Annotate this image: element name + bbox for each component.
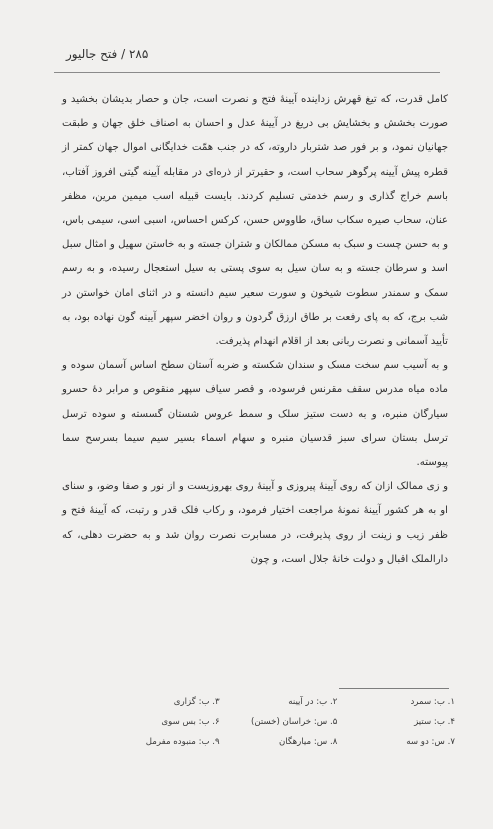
footnote-divider [339, 688, 449, 689]
running-header: ۲۸۵ / فتح جالیور [66, 47, 149, 61]
footnote-item: ۷. س: دو سه [406, 737, 455, 747]
footnote-item: ۵. س: خراسان (خستن) [251, 717, 338, 727]
footnote-item: ۹. ب: منبوده مفرمل [145, 737, 220, 747]
footnote-item: ۳. ب: گزاری [173, 697, 220, 707]
footnote-item: ۱. ب: سمرد [410, 697, 455, 707]
header-divider [54, 72, 440, 73]
footnote-item: ۴. ب: ستیز [414, 717, 455, 727]
footnotes [112, 696, 455, 748]
main-text [62, 88, 448, 572]
footnote-item: ۸. س: میارهگان [278, 737, 338, 747]
paragraph: و به آسیب سم سخت مسک و سندان شکسته و ضربه آستان سطح اساس آسمان سوده و ماده میاه مدرس سقف مقرنس فرسوده، و قصر سیاف سپهر منقوص و مرابر دهٔ حسرو سیارگان منبره، و به دست ستیز سلک و سمط عروس شستان گسسته و سوده ترسل ترسل بستان سرای سبز قدسیان منبره و سهام اسماء بسیر سیم سیما بسرسح سما پیوسته. [62, 360, 448, 469]
footnote-item: ۲. ب: در آیینه [288, 697, 338, 707]
footnote-item: ۶. ب: بس سوی [161, 717, 220, 727]
paragraph: کامل قدرت، که تیغ قهرش زداینده آیینهٔ فتح و نصرت است، جان و حصار بدیشان بخشید و صورت بخشش و بخشایش بی دریغ در آیینهٔ عدل و احسان به اصناف خلق جهان و طبقت جهانیان نمود، و بر فور صد شتربار داروته، که در جنب همّت خدایگانی اموال جهان کمتر از قطره پیش آیینه پرگوهر سحاب است، و حقیرتر از ذره‌ای در مقابله آیینه گیتی افروز آفتاب، باسم خراج گذاری و رسم خدمتی تسلیم کردند. بایست قبیله اسب میمین مرین، مظفر عنان، سحاب صیره سکاب ساق، طاووس حسن، کرکس احساس، اسبی اسی، سیمی باس، و به حسن چست و سبک به مسکن ممالکان و شتران جسته و به خاستن سهیل و امثال سبل اسد و سرطان جسته و به سان سیل به سوی پستی به سیل استعجال رسیده، و به رسم سمک و سمندر سطوت شیخون و سورت سعیر سیم دانسته و در اثنای امان خواستن در شب برج، که به پای رفعت بر طاق ارزق گردون و روان اخضر سپهر آیینه گون نهاده بود، به تأیید آسمانی و نصرت ربانی بعد از اقلام انهدام پذیرفت. [62, 94, 448, 348]
paragraph: و زی ممالک ازان که روی آیینهٔ پیروزی و آیینهٔ روی بهروزیست و از نور و صفا وضو، و سنای او به هر کشور آیینهٔ نمونهٔ مراجعت اختیار فرمود، و رکاب فلک قدر و رتبت، که آیینهٔ فتح و ظفر زیب و زینت از روی پذیرفت، در مسابرت نصرت روان شد و به حضرت دهلی، که دارالملک اقبال و دولت خانهٔ جلال است، و چون [62, 481, 448, 565]
